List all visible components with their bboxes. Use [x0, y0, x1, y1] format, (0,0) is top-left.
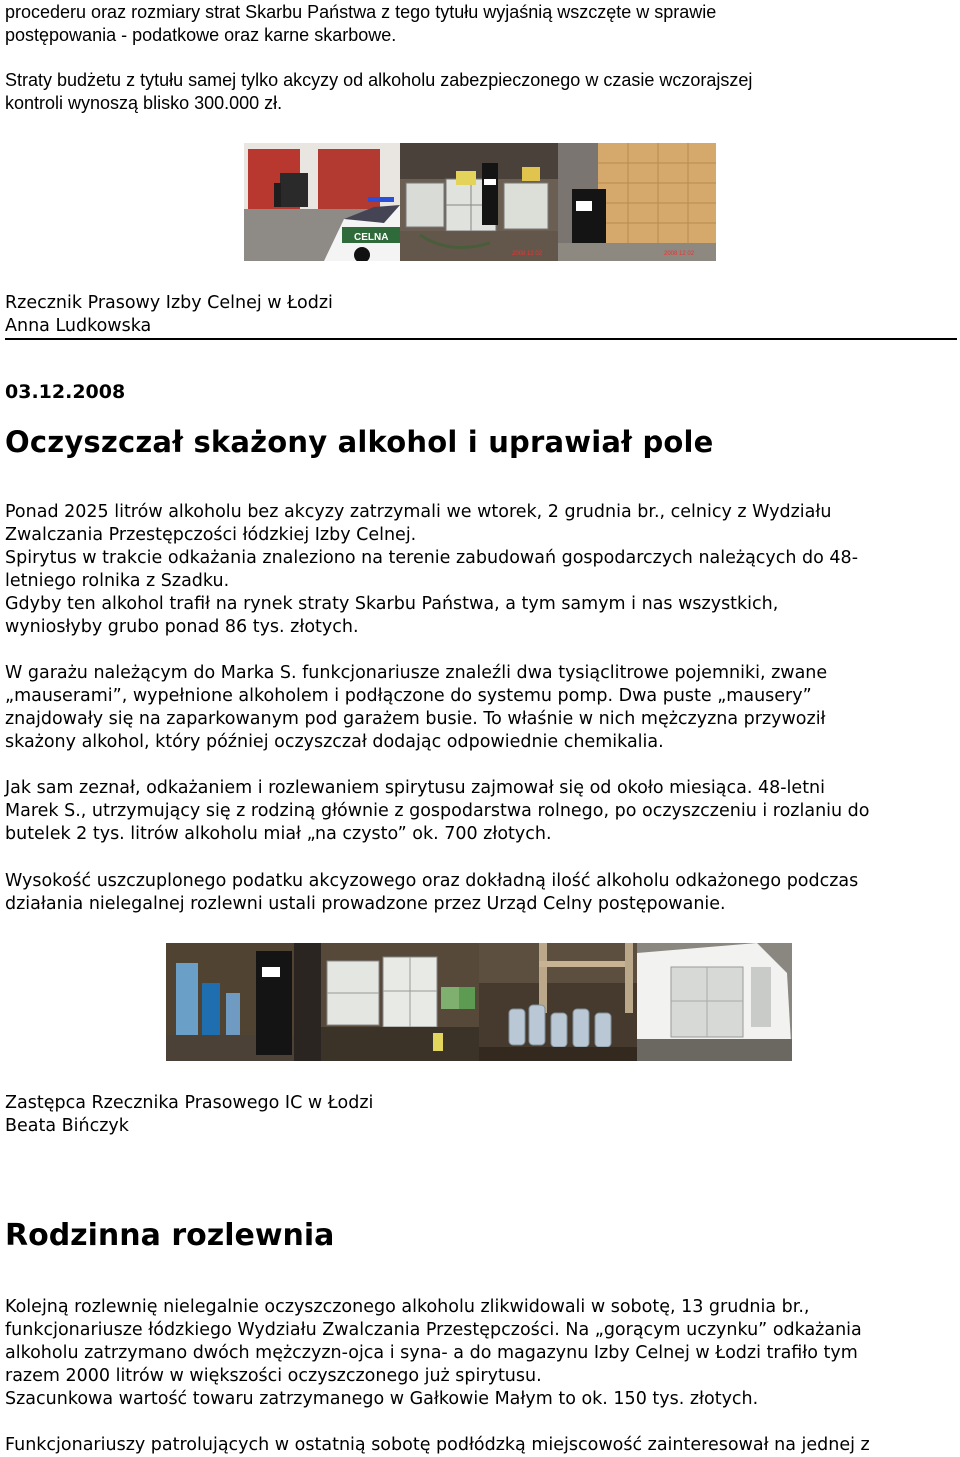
date-stamp: 2008 12 02	[664, 251, 695, 257]
photo-boxes	[558, 143, 716, 261]
intro-line: kontroli wynoszą blisko 300.000 zł.	[5, 93, 283, 113]
paragraph-line: letniego rolnika z Szadku.	[5, 571, 230, 591]
photo-strip-bottom	[166, 943, 792, 1061]
article-title: Oczyszczał skażony alkohol i uprawiał pole	[5, 425, 714, 459]
badge	[262, 967, 280, 977]
photo-bottles	[479, 943, 637, 1061]
section-divider	[5, 338, 957, 340]
paragraph-line: Spirytus w trakcie odkażania znaleziono na terenie zabudowań gospodarczych należących do 48-	[5, 548, 859, 568]
deputy-spokesperson-name: Beata Bińczyk	[5, 1116, 129, 1136]
photo-van	[637, 943, 792, 1061]
deputy-spokesperson-role: Zastępca Rzecznika Prasowego IC w Łodzi	[5, 1093, 374, 1113]
photo-tanks	[321, 943, 479, 1061]
paragraph-line: Jak sam zeznał, odkażaniem i rozlewaniem spirytusu zajmował się od około miesiąca. 48-letni	[5, 778, 826, 798]
photo-garage	[244, 143, 400, 261]
paragraph-line: Ponad 2025 litrów alkoholu bez akcyzy zatrzymali we wtorek, 2 grudnia br., celnicy z Wydziału	[5, 502, 832, 522]
paragraph-line: znajdowały się na zaparkowanym pod garażem busie. To właśnie w nich mężczyzna przywoził	[5, 709, 826, 729]
paragraph-line: funkcjonariusze łódzkiego Wydziału Zwalczania Przestępczości. Na „gorącym uczynku” odkażania	[5, 1320, 862, 1340]
article-date: 03.12.2008	[5, 381, 126, 403]
photo-containers	[400, 143, 558, 261]
paragraph-line: Kolejną rozlewnię nielegalnie oczyszczonego alkoholu zlikwidowali w sobotę, 13 grudnia br.,	[5, 1297, 810, 1317]
photo-pump	[166, 943, 321, 1061]
paragraph-line: butelek 2 tys. litrów alkoholu miał „na czysto” ok. 700 złotych.	[5, 824, 552, 844]
paragraph-line: Szacunkowa wartość towaru zatrzymanego w Gałkowie Małym to ok. 150 tys. złotych.	[5, 1389, 759, 1409]
paragraph-line: W garażu należącym do Marka S. funkcjonariusze znaleźli dwa tysiąclitrowe pojemniki, zwane	[5, 663, 828, 683]
article-title: Rodzinna rozlewnia	[5, 1218, 335, 1253]
paragraph-line: działania nielegalnej rozlewni ustali prowadzone przez Urząd Celny postępowanie.	[5, 894, 726, 914]
paragraph-line: razem 2000 litrów w większości oczyszczonego już spirytusu.	[5, 1366, 542, 1386]
paragraph-line: alkoholu zatrzymano dwóch mężczyzn-ojca i syna- a do magazynu Izby Celnej w Łodzi trafiło tym	[5, 1343, 858, 1363]
intro-line: postępowania - podatkowe oraz karne skarbowe.	[5, 25, 397, 45]
paragraph-line: Wysokość uszczuplonego podatku akcyzowego oraz dokładną ilość alkoholu odkażonego podczas	[5, 871, 859, 891]
paragraph-line: Zwalczania Przestępczości łódzkiej Izby Celnej.	[5, 525, 417, 545]
intro-line: procederu oraz rozmiary strat Skarbu Państwa z tego tytułu wyjaśnią wszczęte w sprawie	[5, 2, 717, 22]
badge	[576, 201, 592, 211]
paragraph-line: „mauserami”, wypełnione alkoholem i podłączone do systemu pomp. Dwa puste „mausery”	[5, 686, 812, 706]
paragraph-line: skażony alkohol, który później oczyszczał dodając odpowiednie chemikalia.	[5, 732, 664, 752]
badge	[484, 179, 496, 185]
spokesperson-role: Rzecznik Prasowy Izby Celnej w Łodzi	[5, 293, 333, 313]
date-stamp: 2008 12 02	[512, 251, 543, 257]
photo-strip-top	[244, 143, 716, 261]
car-label: CELNA	[354, 232, 389, 243]
paragraph-line: Gdyby ten alkohol trafił na rynek straty Skarbu Państwa, a tym samym i nas wszystkich,	[5, 594, 779, 614]
paragraph-line: Funkcjonariuszy patrolujących w ostatnią sobotę podłódzką miejscowość zainteresował na jednej z	[5, 1435, 870, 1455]
paragraph-line: wyniosłyby grubo ponad 86 tys. złotych.	[5, 617, 359, 637]
paragraph-line: Marek S., utrzymujący się z rodziną głównie z gospodarstwa rolnego, po oczyszczeniu i rozlaniu do	[5, 801, 870, 821]
intro-line: Straty budżetu z tytułu samej tylko akcyzy od alkoholu zabezpieczonego w czasie wczorajszej	[5, 70, 753, 90]
spokesperson-name: Anna Ludkowska	[5, 316, 152, 336]
